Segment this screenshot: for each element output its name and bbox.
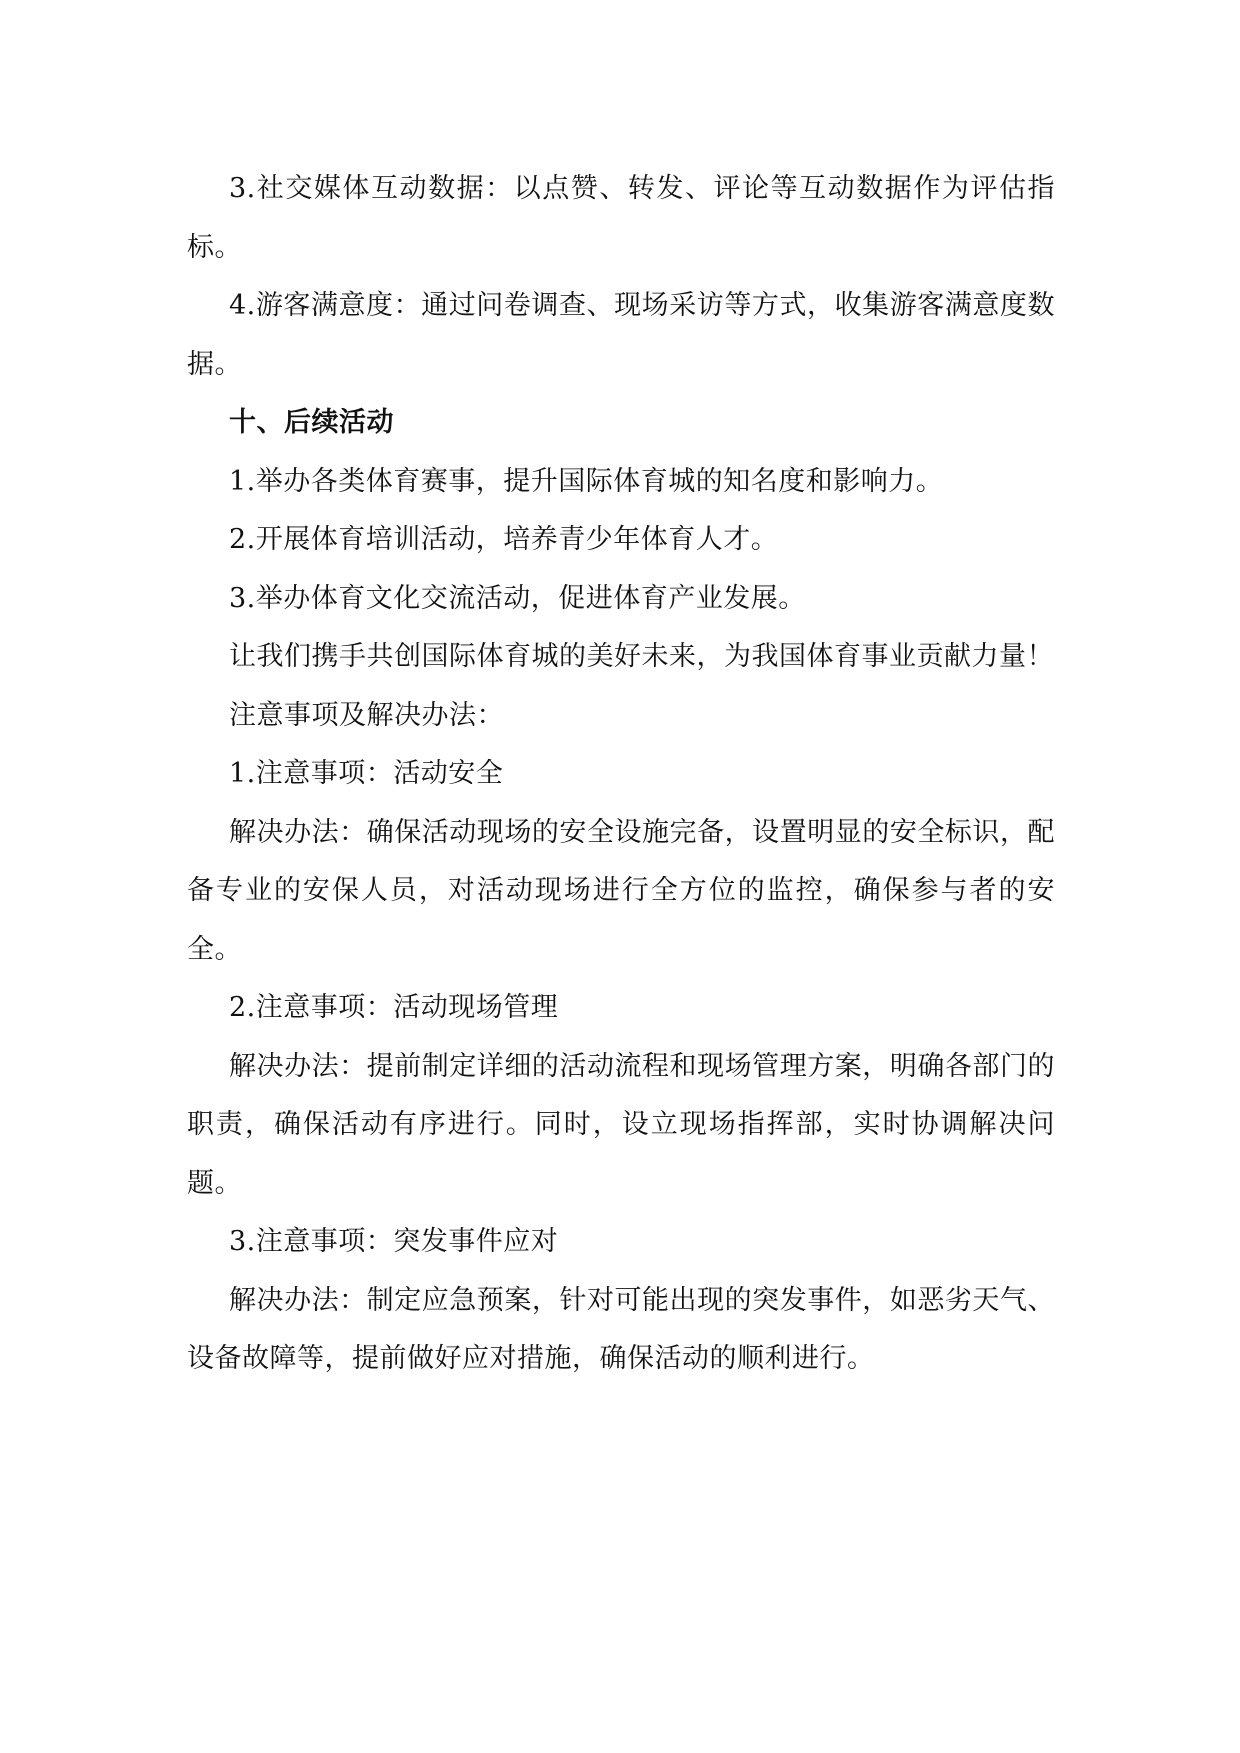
note-item: 1.注意事项：活动安全 [229,758,504,789]
note-solution: 解决办法：提前制定详细的活动流程和现场管理方案，明确各部门的职责，确保活动有序进行。同时，设立现场指挥部，实时协调解决问题。 [187,1050,1055,1199]
closing-paragraph: 让我们携手共创国际体育城的美好未来，为我国体育事业贡献力量！ [229,641,1054,672]
follow-up-item: 3.举办体育文化交流活动，促进体育产业发展。 [229,582,806,614]
notes-heading: 注意事项及解决办法： [229,699,504,731]
follow-up-item: 1.举办各类体育赛事，提升国际体育城的知名度和影响力。 [229,465,944,497]
note-item: 3.注意事项：突发事件应对 [229,1226,559,1257]
section-heading-follow-up: 十、后续活动 [229,407,394,438]
paragraph-social-media-metric: 3.社交媒体互动数据：以点赞、转发、评论等互动数据作为评估指标。 [187,173,1055,263]
note-item: 2.注意事项：活动现场管理 [229,992,559,1023]
note-solution: 解决办法：确保活动现场的安全设施完备，设置明显的安全标识，配备专业的安保人员，对活动现场进行全方位的监控，确保参与者的安全。 [187,816,1055,965]
note-solution: 解决办法：制定应急预案，针对可能出现的突发事件，如恶劣天气、设备故障等，提前做好应对措施，确保活动的顺利进行。 [187,1284,1055,1374]
paragraph-visitor-satisfaction: 4.游客满意度：通过问卷调查、现场采访等方式，收集游客满意度数据。 [187,290,1055,380]
follow-up-item: 2.开展体育培训活动，培养青少年体育人才。 [229,524,779,555]
document-page [187,160,1055,1389]
